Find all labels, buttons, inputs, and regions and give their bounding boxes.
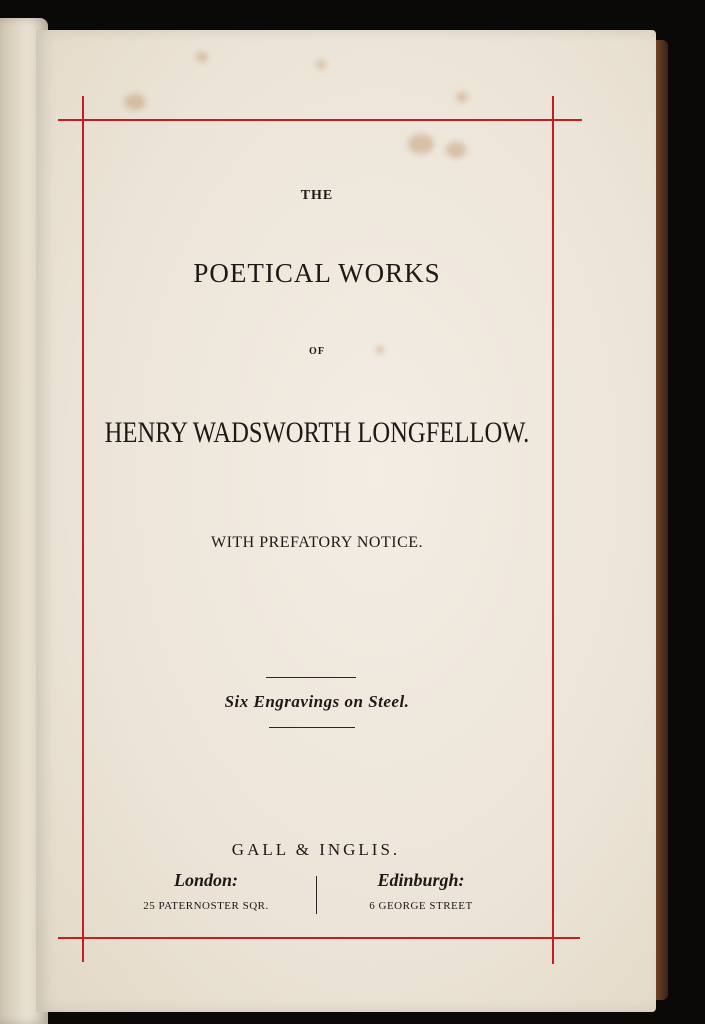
title-preposition: OF [309,346,325,357]
imprint-divider [316,876,317,914]
prefatory-notice: WITH PREFATORY NOTICE. [210,534,424,551]
title-page [36,30,656,1012]
border-rule-bottom [58,937,580,939]
imprint-city-london: London: [173,870,238,890]
ornament-rule-bottom [269,727,355,728]
engravings-note: Six Engravings on Steel. [224,692,410,711]
title-article: THE [300,188,334,203]
foxing-stain [124,94,146,110]
foxing-stain [456,92,468,102]
publisher-name: GALL & INGLIS. [231,840,401,859]
ornament-rule-top [266,677,356,678]
border-rule-top [58,119,582,121]
border-rule-left [82,96,84,962]
foxing-stain [196,52,208,62]
author-name: HENRY WADSWORTH LONGFELLOW. [104,416,530,449]
foxing-stain [408,134,434,154]
book-title: POETICAL WORKS [193,258,441,288]
foxing-stain [316,60,326,69]
imprint-city-edinburgh: Edinburgh: [377,870,465,890]
foxing-stain [446,142,466,158]
imprint-address-london: 25 PATERNOSTER SQR. [143,900,269,912]
imprint-address-edinburgh: 6 GEORGE STREET [369,900,473,912]
border-rule-right [552,96,554,964]
